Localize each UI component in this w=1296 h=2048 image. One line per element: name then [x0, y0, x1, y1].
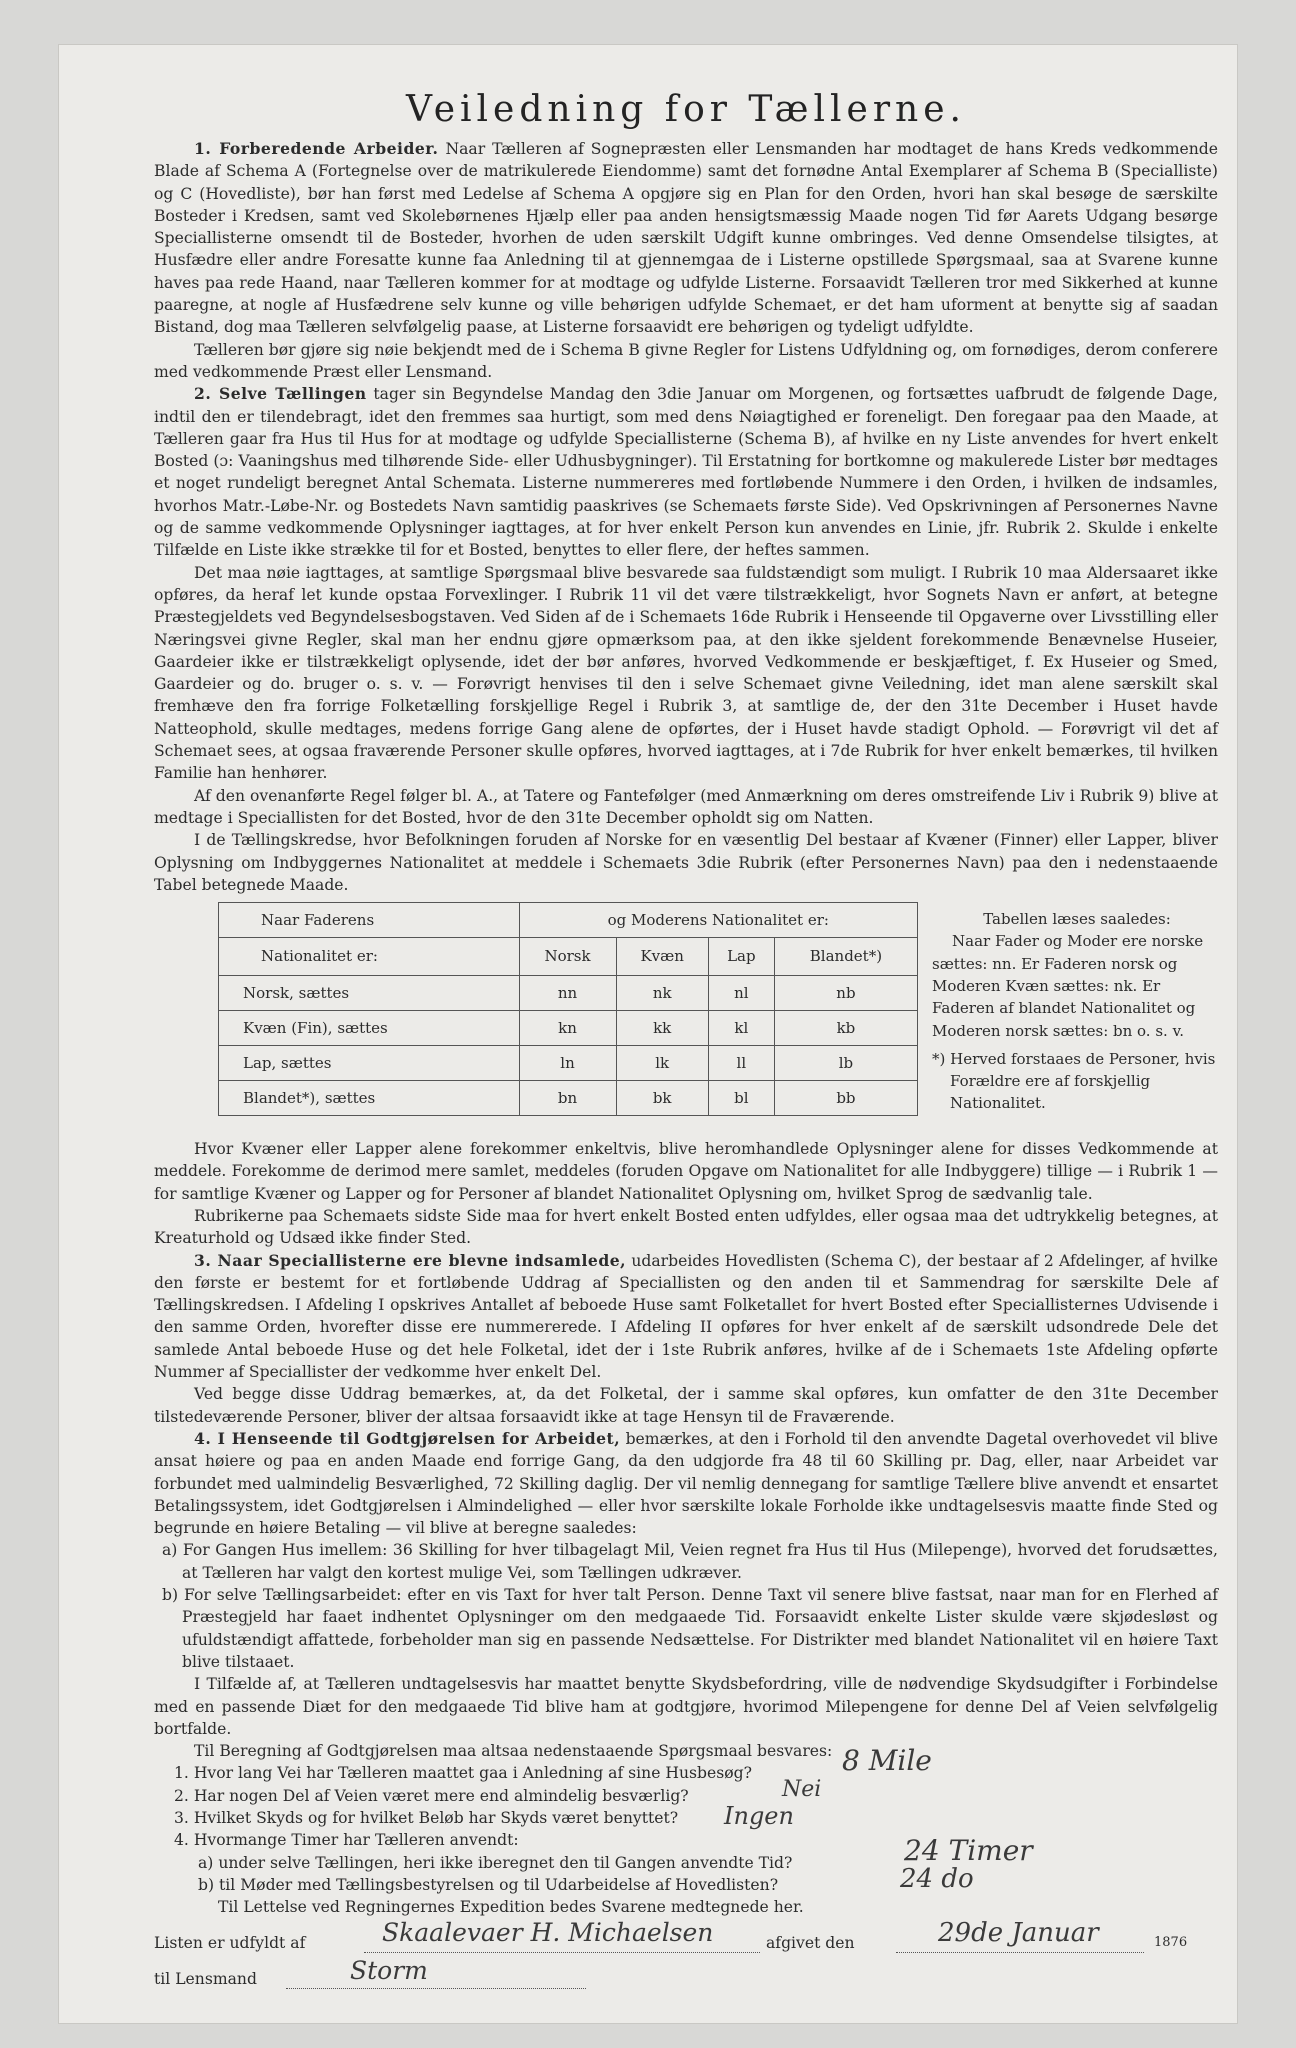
- section-2-text: tager sin Begyndelse Mandag den 3die Januar om Morgenen, og fortsættes uafbrudt de følgende Dage, indtil den er tilendebragt, idet den fremmes saa hurtigt, som med dens Nøiagtighed er foreneligt. Den foregaar paa den Maade, at Tælleren gaar fra Hus til Hus for at modtage og udfylde Speciallisterne (Schema B), af hvilke en ny Liste anvendes for hvert enkelt Bosted (ɔ: Vaaningshus med tilhørende Side- eller Udhusbygninger). Til Erstatning for bortkomne og makulerede Lister bør medtages et noget rundeligt beregnet Antal Schemata. Listerne nummereres med fortløbende Nummere i den Orden, i hvilken de indsamles, hvorhos Matr.-Løbe-Nr. og Bostedets Navn samtidig paaskrives (se Schemaets første Side). Ved Opskrivningen af Personernes Navne og de samme vedkommende Oplysninger iagttages, at for hver enkelt Person kun anvendes en Linie, jfr. Rubrik 2. Skulde i enkelte Tilfælde en Liste ikke strække til for et Bosted, benyttes to eller flere, der heftes sammen.: [154, 385, 1218, 560]
- section-3: [154, 1250, 1218, 1384]
- given-label: afgivet den: [766, 1934, 855, 1953]
- filled-by-label: Listen er udfyldt af: [154, 1934, 306, 1953]
- section-2-para-3: Af den ovenanførte Regel følger bl. A., at Tatere og Fantefølger (med Anmærkning om deres omstreifende Liv i Rubrik 9) blive at medtage i Speciallisten for det Bosted, hvor de den 31te December opholdt sig om Natten.: [154, 786, 1218, 827]
- given-date[interactable]: 29de Januar: [938, 1918, 1099, 1949]
- table-cell: ln: [519, 1046, 616, 1081]
- table-col-header: Kvæn: [616, 938, 708, 976]
- after-table-para-2: Rubrikerne paa Schemaets sidste Side maa for hvert enkelt Bosted enten udfyldes, eller ogsaa maa det udtrykkelig betegnes, at Kreaturhold og Udsæd ikke finder Sted.: [154, 1206, 1218, 1248]
- table-cell: bb: [774, 1081, 917, 1116]
- table-cell: nl: [708, 976, 774, 1011]
- question-2: [154, 1776, 1218, 1807]
- questions-outro: Til Lettelse ved Regningernes Expedition bedes Svarene medtegnede her.: [218, 1898, 804, 1917]
- table-explanation-text: Naar Fader og Moder ere norske sættes: nn. Er Faderen norsk og Moderen Kvæn sættes: nk. Er Faderen af blandet Nationalitet og Moderen norsk sættes: bn o. s. v.: [932, 932, 1204, 1040]
- table-cell: bn: [519, 1081, 616, 1116]
- section-3-text: udarbeides Hovedlisten (Schema C), der bestaar af 2 Afdelinger, af hvilke den første er bestemt for et fortløbende Uddrag af Speciallisten og den anden til et Sammendrag for særskilte Dele af Tællingskredsen. I Afdeling I opskrives Antallet af beboede Huse samt Folketallet for hvert Bosted efter Speciallisternes Udvisende i den samme Orden, hvorefter disse ere nummererede. I Afdeling II opføres for hver enkelt af de særskilt udsondrede Dele det samlede Antal beboede Huse og det hele Folketal, idet der i 1ste Rubrik anføres, hvilke af de i Schemaets 1ste Afdeling opførte Nummer af Speciallister der vedkomme hver enkelt Del.: [154, 1251, 1218, 1382]
- table-cell: kl: [708, 1011, 774, 1046]
- table-row-label: Blandet*), sættes: [219, 1081, 520, 1116]
- table-cell: nn: [519, 976, 616, 1011]
- table-cell: bl: [708, 1081, 774, 1116]
- nationality-table-block: [154, 902, 1218, 1134]
- table-col-header: Blandet*): [774, 938, 917, 976]
- table-cell: nb: [774, 976, 917, 1011]
- year: 1876: [1154, 1935, 1188, 1951]
- section-4-item-b: b) For selve Tællingsarbeidet: efter en vis Taxt for hver talt Person. Denne Taxt vil senere blive fastsat, naar man for en Flerhed af Præstegjeld har faaet indhentet Oplysninger om den medgaaede Tid. Forsaavidt enkelte Lister skulde være skjødesløst og ufuldstændigt affattede, forbeholder man sig en passende Nedsættelse. For Distrikter med blandet Nationalitet vil en høiere Taxt blive tilstaaet.: [162, 1586, 1218, 1671]
- lensmand-signature[interactable]: Storm: [350, 1956, 428, 1986]
- table-footnote: *) Herved forstaaes de Personer, hvis Forældre ere af forskjellig Nationalitet.: [932, 1049, 1216, 1113]
- table-row-label: Kvæn (Fin), sættes: [219, 1011, 520, 1046]
- question-3: [154, 1802, 1218, 1830]
- section-1: [154, 138, 1218, 339]
- question-2-text: 2. Har nogen Del af Veien været mere end almindelig besværlig?: [174, 1786, 689, 1805]
- table-header-mother: og Moderens Nationalitet er:: [519, 903, 917, 938]
- lensmand-line: [154, 1958, 1218, 1994]
- filled-by-signature[interactable]: Skaalevaer H. Michaelsen: [382, 1918, 714, 1948]
- section-3-heading: 3. Naar Speciallisterne ere blevne indsamlede,: [194, 1250, 627, 1270]
- question-4b: [154, 1863, 1218, 1896]
- table-header-father: Naar Faderens: [219, 903, 520, 938]
- section-2: [154, 383, 1218, 561]
- answer-4b[interactable]: 24 do: [900, 1863, 974, 1894]
- table-row: [219, 1046, 918, 1081]
- question-4b-text: b) til Møder med Tællingsbestyrelsen og til Udarbeidelse af Hovedlisten?: [198, 1875, 779, 1894]
- table-cell: kb: [774, 1011, 917, 1046]
- question-1-text: 1. Hvor lang Vei har Tælleren maattet gaa i Anledning af sine Husbesøg?: [174, 1764, 752, 1783]
- table-explanation: [932, 908, 1222, 1115]
- page-title: Veiledning for Tællerne.: [406, 89, 966, 130]
- table-cell: kk: [616, 1011, 708, 1046]
- document-page: [58, 44, 1238, 2024]
- filled-by-line: [154, 1918, 1218, 1958]
- question-4-text: 4. Hvormange Timer har Tælleren anvendt:: [174, 1831, 519, 1850]
- section-4-text: bemærkes, at den i Forhold til den anvendte Dagetal overhovedet vil blive ansat høiere og paa en anden Maade end forrige Gang, da den udgjorde fra 48 til 60 Skilling pr. Dag, eller, naar Arbeidet var forbundet med ualmindelig Besværlighed, 72 Skilling daglig. Der vil nemlig dennegang for samtlige Tællere blive anvendt et ensartet Betalingssystem, idet Godtgjørelsen i Almindelighed — eller hvor særskilte lokale Forholde ikke undtagelsesvis maatte finde Sted og begrunde en høiere Betaling — vil blive at beregne saaledes:: [154, 1429, 1218, 1538]
- document-content: [154, 88, 1218, 1994]
- after-table-para-1: Hvor Kvæner eller Lapper alene forekommer enkeltvis, blive heromhandlede Oplysninger alene for disses Vedkommende at meddele. Forekomme de derimod mere samlet, meddeles (foruden Opgave om Nationalitet for alle Indbyggere) tillige — i Rubrik 1 — for samtlige Kvæner og Lapper og for Personer af blandet Nationalitet Oplysning om, hvilket Sprog de sædvanlig tale.: [154, 1140, 1218, 1203]
- table-cell: lk: [616, 1046, 708, 1081]
- table-row: [219, 1081, 918, 1116]
- answer-2[interactable]: Nei: [782, 1776, 822, 1802]
- table-row: [219, 976, 918, 1011]
- table-cell: bk: [616, 1081, 708, 1116]
- section-1-text: Naar Tælleren af Sognepræsten eller Lensmanden har modtaget de hans Kreds vedkommende Blade af Schema A (Fortegnelse over de matrikulerede Eiendomme) samt det fornødne Antal Exemplarer af Schema B (Specialliste) og C (Hovedliste), bør han først med Ledelse af Schema A opgjøre sig en Plan for den Orden, hvori han skal besøge de særskilte Bosteder i Kredsen, samt ved Skolebørnenes Hjælp eller paa anden hensigtsmæssig Maade nogen Tid før Aarets Udgang besørge Speciallisterne omsendt til de Bosteder, hvorhen de uden særskilt Udgift kunne ombringes. Ved denne Omsendelse tilsigtes, at Husfædre eller andre Foresatte kunne faa Anledning til at gjennemgaa de i Listerne opstillede Spørgsmaal, saa at Svarene kunne haves paa rede Haand, naar Tælleren kommer for at modtage og udfylde Listerne. Forsaavidt Tælleren tror med Sikkerhed at kunne paaregne, at nogle af Husfædrene selv kunne og ville behørigen udfylde Schemaet, er det ham uforment at benytte sig af saadan Bistand, dog maa Tælleren selvfølgelig paase, at Listerne forsaavidt ere behørigen og tydeligt udfyldte.: [154, 140, 1218, 337]
- table-cell: ll: [708, 1046, 774, 1081]
- table-cell: lb: [774, 1046, 917, 1081]
- table-header-nationality: Nationalitet er:: [219, 938, 520, 976]
- section-1-heading: 1. Forberedende Arbeider.: [194, 139, 439, 158]
- question-4a-text: a) under selve Tællingen, heri ikke iberegnet den til Gangen anvendte Tid?: [198, 1853, 793, 1872]
- section-4-heading: 4. I Henseende til Godtgjørelsen for Arbeidet,: [194, 1428, 621, 1448]
- nationality-table: [218, 902, 918, 1116]
- section-4-para-2: I Tilfælde af, at Tælleren undtagelsesvis har maattet benytte Skydsbefordring, ville de nødvendige Skydsudgifter i Forbindelse med en passende Diæt for den medgaaede Tid blive ham at godtgjøre, hvorimod Milepengene for denne Del af Veien selvfølgelig bortfalde.: [154, 1675, 1218, 1738]
- section-2-heading: 2. Selve Tællingen: [194, 384, 367, 404]
- table-cell: nk: [616, 976, 708, 1011]
- table-col-header: Lap: [708, 938, 774, 976]
- section-2-para-2: Det maa nøie iagttages, at samtlige Spørgsmaal blive besvarede saa fuldstændigt som muligt. I Rubrik 10 maa Aldersaaret ikke opføres, da heraf let kunde opstaa Forvexlinger. I Rubrik 11 vil det være tilstrækkeligt, hvor Sognets Navn er anført, at betegne Præstegjeldets ved Begyndelsesbogstaven. Ved Siden af de i Schemaets 16de Rubrik i Henseende til Opgaverne over Livsstilling eller Næringsvei givne Regler, skal man her endnu gjøre opmærksom paa, at den ikke sjeldent forekommende Benævnelse Huseier, Gaardeier ikke er tilstrækkeligt oplysende, idet der bør anføres, hvorved Vedkommende er beskjæftiget, f. Ex Huseier og Smed, Gaardeier og do. bruger o. s. v. — Forøvrigt henvises til den i selve Schemaet givne Veiledning, idet man alene særskilt skal fremhæve den fra forrige Folketælling forskjellige Regel i Rubrik 3, at samtlige de, der den 31te December i Huset havde Natteophold, skulle medtages, medens forrige Gang alene de opførtes, der i Huset havde stadigt Ophold. — Forøvrigt vil det af Schemaet sees, at ogsaa fraværende Personer skulle opføres, hvorved iagttages, at i 7de Rubrik for hver enkelt bemærkes, til hvilken Familie han henhører.: [154, 563, 1218, 783]
- table-row: [219, 1011, 918, 1046]
- answer-3[interactable]: Ingen: [724, 1802, 794, 1830]
- answer-4a[interactable]: 24 Timer: [904, 1833, 1033, 1867]
- table-row-label: Norsk, sættes: [219, 976, 520, 1011]
- lensmand-line-rule: [286, 1968, 586, 1989]
- answer-1[interactable]: 8 Mile: [842, 1744, 932, 1778]
- question-4: [154, 1829, 1218, 1851]
- section-4: [154, 1428, 1218, 1539]
- lensmand-label: til Lensmand: [154, 1970, 257, 1989]
- section-4-item-a: a) For Gangen Hus imellem: 36 Skilling for hver tilbagelagt Mil, Veien regnet fra Hus til Hus (Milepenge), hvorved det forudsættes, at Tælleren har valgt den kortest mulige Vei, som Tællingen udkræver.: [162, 1541, 1218, 1582]
- question-3-text: 3. Hvilket Skyds og for hvilket Beløb har Skyds været benyttet?: [174, 1809, 679, 1827]
- table-row-label: Lap, sættes: [219, 1046, 520, 1081]
- section-1-para-2: Tælleren bør gjøre sig nøie bekjendt med de i Schema B givne Regler for Listens Udfyldning og, om fornødiges, derom conferere med vedkommende Præst eller Lensmand.: [154, 340, 1218, 381]
- questions-intro: Til Beregning af Godtgjørelsen maa altsaa nedenstaaende Spørgsmaal besvares:: [194, 1742, 833, 1761]
- table-col-header: Norsk: [519, 938, 616, 976]
- table-cell: kn: [519, 1011, 616, 1046]
- section-2-para-4: I de Tællingskredse, hvor Befolkningen foruden af Norske for en væsentlig Del bestaar af Kvæner (Finner) eller Lapper, bliver Oplysning om Indbyggernes Nationalitet at meddele i Schemaets 3die Rubrik (efter Personernes Navn) paa den i nedenstaaende Tabel betegnede Maade.: [154, 831, 1218, 894]
- section-3-para-2: Ved begge disse Uddrag bemærkes, at, da det Folketal, der i samme skal opføres, kun omfatter de den 31te December tilstedeværende Personer, bliver der altsaa forsaavidt ikke at tage Hensyn til de Fraværende.: [154, 1385, 1218, 1426]
- table-explanation-heading: Tabellen læses saaledes:: [983, 910, 1171, 929]
